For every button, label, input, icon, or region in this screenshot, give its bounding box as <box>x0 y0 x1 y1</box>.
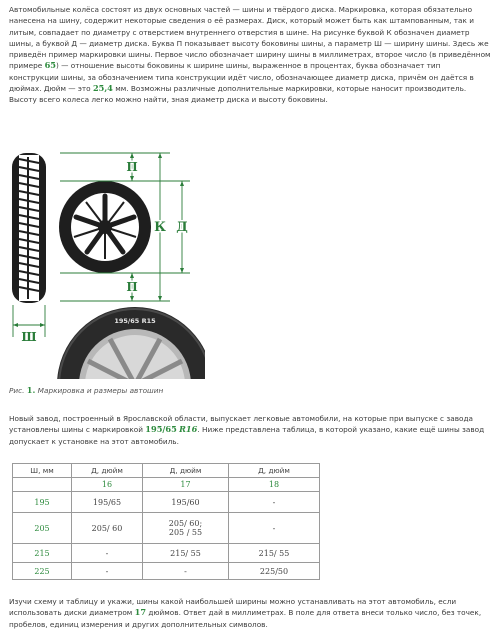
wheel-front-view <box>59 181 151 273</box>
task-text-1: Новый завод, построенный в Ярославской области, выпускает легковые автомобили, на которые при выпуске с завода установлены шины с маркировкой <box>9 414 473 435</box>
table-cell: 225/50 <box>229 563 320 580</box>
label-p-top: П <box>126 160 138 174</box>
diameter-18: 18 <box>229 478 320 492</box>
table-cell: - <box>72 563 143 580</box>
table-cell <box>13 478 72 492</box>
header-diameter-17: Д, дюйм <box>143 464 229 478</box>
table-cell: - <box>229 492 320 513</box>
table-cell: - <box>143 563 229 580</box>
diameter-16: 16 <box>72 478 143 492</box>
table-cell: 195/65 <box>72 492 143 513</box>
width-cell: 215 <box>13 544 72 563</box>
label-sh: Ш <box>21 330 37 344</box>
width-cell: 195 <box>13 492 72 513</box>
tire-photo <box>57 307 205 379</box>
table-cell: 205/ 60 <box>72 513 143 544</box>
intro-number-65: 65 <box>44 60 56 71</box>
table-cell: - <box>229 513 320 544</box>
table-row <box>13 544 320 563</box>
tire-size-table <box>12 463 320 580</box>
table-cell: - <box>72 544 143 563</box>
table-cell: 215/ 55 <box>229 544 320 563</box>
label-d: Д <box>176 220 188 235</box>
table-header-row <box>13 464 320 478</box>
label-p-bottom: П <box>126 280 138 294</box>
intro-number-inch: 25,4 <box>92 83 113 94</box>
header-width: Ш, мм <box>13 464 72 478</box>
table-row <box>13 513 320 544</box>
header-diameter-16: Д, дюйм <box>72 464 143 478</box>
header-diameter-18: Д, дюйм <box>229 464 320 478</box>
intro-paragraph <box>9 4 491 106</box>
tire-side-view <box>12 153 46 303</box>
caption-prefix: Рис. <box>9 386 27 395</box>
figure-caption <box>9 385 163 395</box>
intro-text-1: Автомобильные колёса состоят из двух основных частей — шины и твёрдого диска. Маркировка, которая обязательно нанесена на шину, содержит некоторые сведения о её размерах. Диск, который может быть как штампованным, так и литым, совпадает по диаметру с отверстием внутреннего отверстия в шине. На рисунке буквой К обозначен диаметр шины, а буквой Д — диаметр диска. Буква П показывает высоту боковины шины, а параметр Ш — ширину шины. Здесь же приведён пример маркировки шины. Первое число обозначает ширину шины в миллиметрах, второе число (в приведённом примере <box>9 5 491 71</box>
width-cell: 205 <box>13 513 72 544</box>
question-number-17: 17 <box>134 607 147 618</box>
task-text-2: . Ниже представлена таблица, в которой указано, какие ещё шины завод допускает к установке на этот автомобиль. <box>9 425 485 446</box>
question-text-1: Изучи схему и таблицу и укажи, шины какой наибольшей ширины можно устанавливать на этот автомобиль, если использовать диски диаметром <box>9 597 457 618</box>
question-paragraph <box>9 596 491 630</box>
table-cell <box>143 513 229 544</box>
caption-text: Маркировка и размеры автошин <box>35 386 164 395</box>
tire-diagram-svg <box>10 147 205 379</box>
tire-diagram <box>10 147 205 379</box>
task-marking-size: 195/65 <box>145 424 177 435</box>
task-marking-rim: R16 <box>179 424 198 435</box>
question-text-2: дюймов. Ответ дай в миллиметрах. В поле для ответа внеси только число, без точек, пробелов, единиц измерения и других дополнительных символов. <box>9 608 482 629</box>
label-k: К <box>154 220 166 235</box>
intro-text-3: мм. Возможны различные дополнительные маркировки, которые наносит производитель. Высоту всего колеса легко можно найти, зная диаметр диска и высоту боковины. <box>9 84 467 105</box>
table-cell: 215/ 55 <box>143 544 229 563</box>
width-cell: 225 <box>13 563 72 580</box>
cell-line: 205/ 60; <box>168 519 203 528</box>
task-paragraph <box>9 413 491 447</box>
table-row <box>13 492 320 513</box>
intro-text-2: ) — отношение высоты боковины к ширине шины, выраженное в процентах, буква обозначает тип конструкции шины, за обозначением типа конструкции идёт число, обозначающее диаметр диска, причём он даётся в дюймах. Дюйм — это <box>9 61 474 94</box>
table-cell: 195/60 <box>143 492 229 513</box>
caption-number: 1. <box>26 385 36 395</box>
table-diameter-row <box>13 478 320 492</box>
diameter-17: 17 <box>143 478 229 492</box>
cell-line: 205 / 55 <box>168 528 203 537</box>
table-row <box>13 563 320 580</box>
tire-marking-text: 195/65 R15 <box>114 317 156 325</box>
